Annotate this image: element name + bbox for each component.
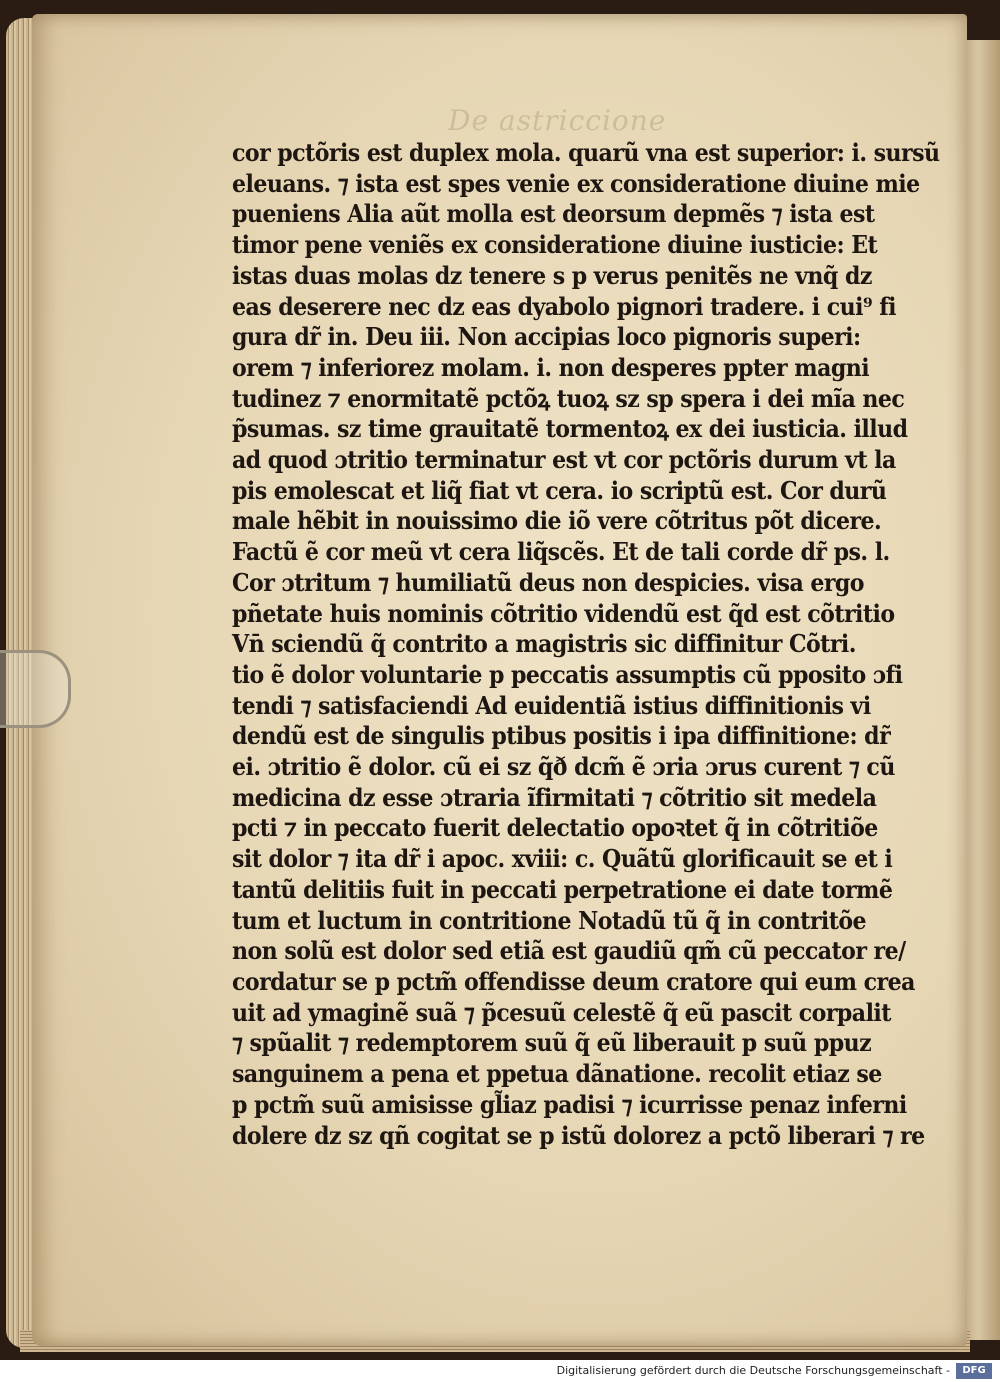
text-line: Vn̄ sciendũ q̃ contrito a magistris sic diffinitur Cõtri. [232, 629, 856, 659]
text-line: gura dr̃ in. Deu iii. Non accipias loco pignoris superi: [232, 322, 861, 352]
text-line: eleuans. ⁊ ista est spes venie ex consideratione diuine mie [232, 168, 920, 198]
running-head-showthrough: De astriccione [448, 104, 667, 137]
text-line: tudinez ⁊ enormitatẽ pctõꝝ tuoꝝ sz sp spera i dei mĩa nec [232, 383, 905, 413]
text-line: p̃sumas. sz time grauitatẽ tormentoꝝ ex dei iusticia. illud [232, 414, 908, 444]
text-line: ei. ɔtritio ẽ dolor. cũ ei sz q̃ð dcm̃ ẽ ɔria ɔrus curent ⁊ cũ [232, 752, 895, 782]
text-line: tio ẽ dolor voluntarie p peccatis assumptis cũ pposito ɔfi [232, 659, 903, 689]
text-line: pcti ⁊ in peccato fuerit delectatio opoꝛtet q̃ in cõtritiõe [232, 813, 878, 843]
dfg-logo-icon: DFG [956, 1363, 992, 1379]
text-line: pis emolescat et liq̃ fiat vt cera. io scriptũ est. Cor durũ [232, 475, 887, 505]
text-line: sanguinem a pena et ppetua dãnatione. recolit etiaz se [232, 1059, 882, 1089]
text-block [232, 138, 940, 1151]
text-line: tendi ⁊ satisfaciendi Ad euidentiã istius diffinitionis vi [232, 690, 871, 720]
right-book-edge [964, 40, 1000, 1340]
text-line: timor pene veniẽs ex consideratione diuine iusticie: Et [232, 230, 878, 260]
book-clasp [0, 650, 71, 728]
text-line: p pctm̃ suũ amisisse gl̃iaz padisi ⁊ icurrisse penaz inferni [232, 1089, 907, 1119]
text-line: non solũ est dolor sed etiã est gaudiũ qm̃ cũ peccator re/ [232, 936, 906, 966]
text-line: eas deserere nec dz eas dyabolo pignori tradere. i cui⁹ fi [232, 291, 897, 321]
text-line: medicina dz esse ɔtraria ĩfirmitati ⁊ cõtritio sit medela [232, 782, 877, 812]
text-line: ad quod ɔtritio terminatur est vt cor pctõris durum vt la [232, 445, 896, 475]
text-line: dolere dz sz qñ cogitat se p istũ dolorez a pctõ liberari ⁊ re [232, 1120, 925, 1150]
text-line: uit ad ymaginẽ suã ⁊ p̃cesuũ celestẽ q̃ eũ pascit corpalit [232, 997, 891, 1027]
text-line: dendũ est de singulis ptibus positis i ipa diffinitione: dr̃ [232, 721, 891, 751]
text-line: Factũ ẽ cor meũ vt cera liq̃scẽs. Et de tali corde dr̃ ps. l. [232, 537, 890, 567]
text-line: cor pctõris est duplex mola. quarũ vna est superior: i. sursũ [232, 138, 940, 167]
text-line: ⁊ spũalit ⁊ redemptorem suũ q̃ eũ liberauit p suũ ppuz [232, 1028, 872, 1058]
text-line: male hẽbit in nouissimo die iõ vere cõtritus põt dicere. [232, 506, 882, 536]
text-line: cordatur se p pctm̃ offendisse deum cratore qui eum crea [232, 966, 915, 996]
footer-credit: Digitalisierung gefördert durch die Deutsche Forschungsgemeinschaft - [556, 1364, 950, 1377]
text-line: Cor ɔtritum ⁊ humiliatũ deus non despicies. visa ergo [232, 567, 864, 597]
text-line: pñetate huis nominis cõtritio videndũ est q̃d est cõtritio [232, 598, 895, 628]
text-line: istas duas molas dz tenere s p verus penitẽs ne vnq̃ dz [232, 260, 872, 290]
text-line: tum et luctum in contritione Notadũ tũ q̃ in contritõe [232, 905, 867, 935]
text-line: tantũ delitiis fuit in peccati perpetratione ei date tormẽ [232, 874, 893, 904]
text-line: orem ⁊ inferiorez molam. i. non desperes ppter magni [232, 352, 870, 382]
footer-bar [0, 1360, 1000, 1382]
text-line: pueniens Alia aũt molla est deorsum depmẽs ⁊ ista est [232, 199, 875, 229]
text-line: sit dolor ⁊ ita dr̃ i apoc. xviii: c. Quãtũ glorificauit se et i [232, 844, 893, 874]
